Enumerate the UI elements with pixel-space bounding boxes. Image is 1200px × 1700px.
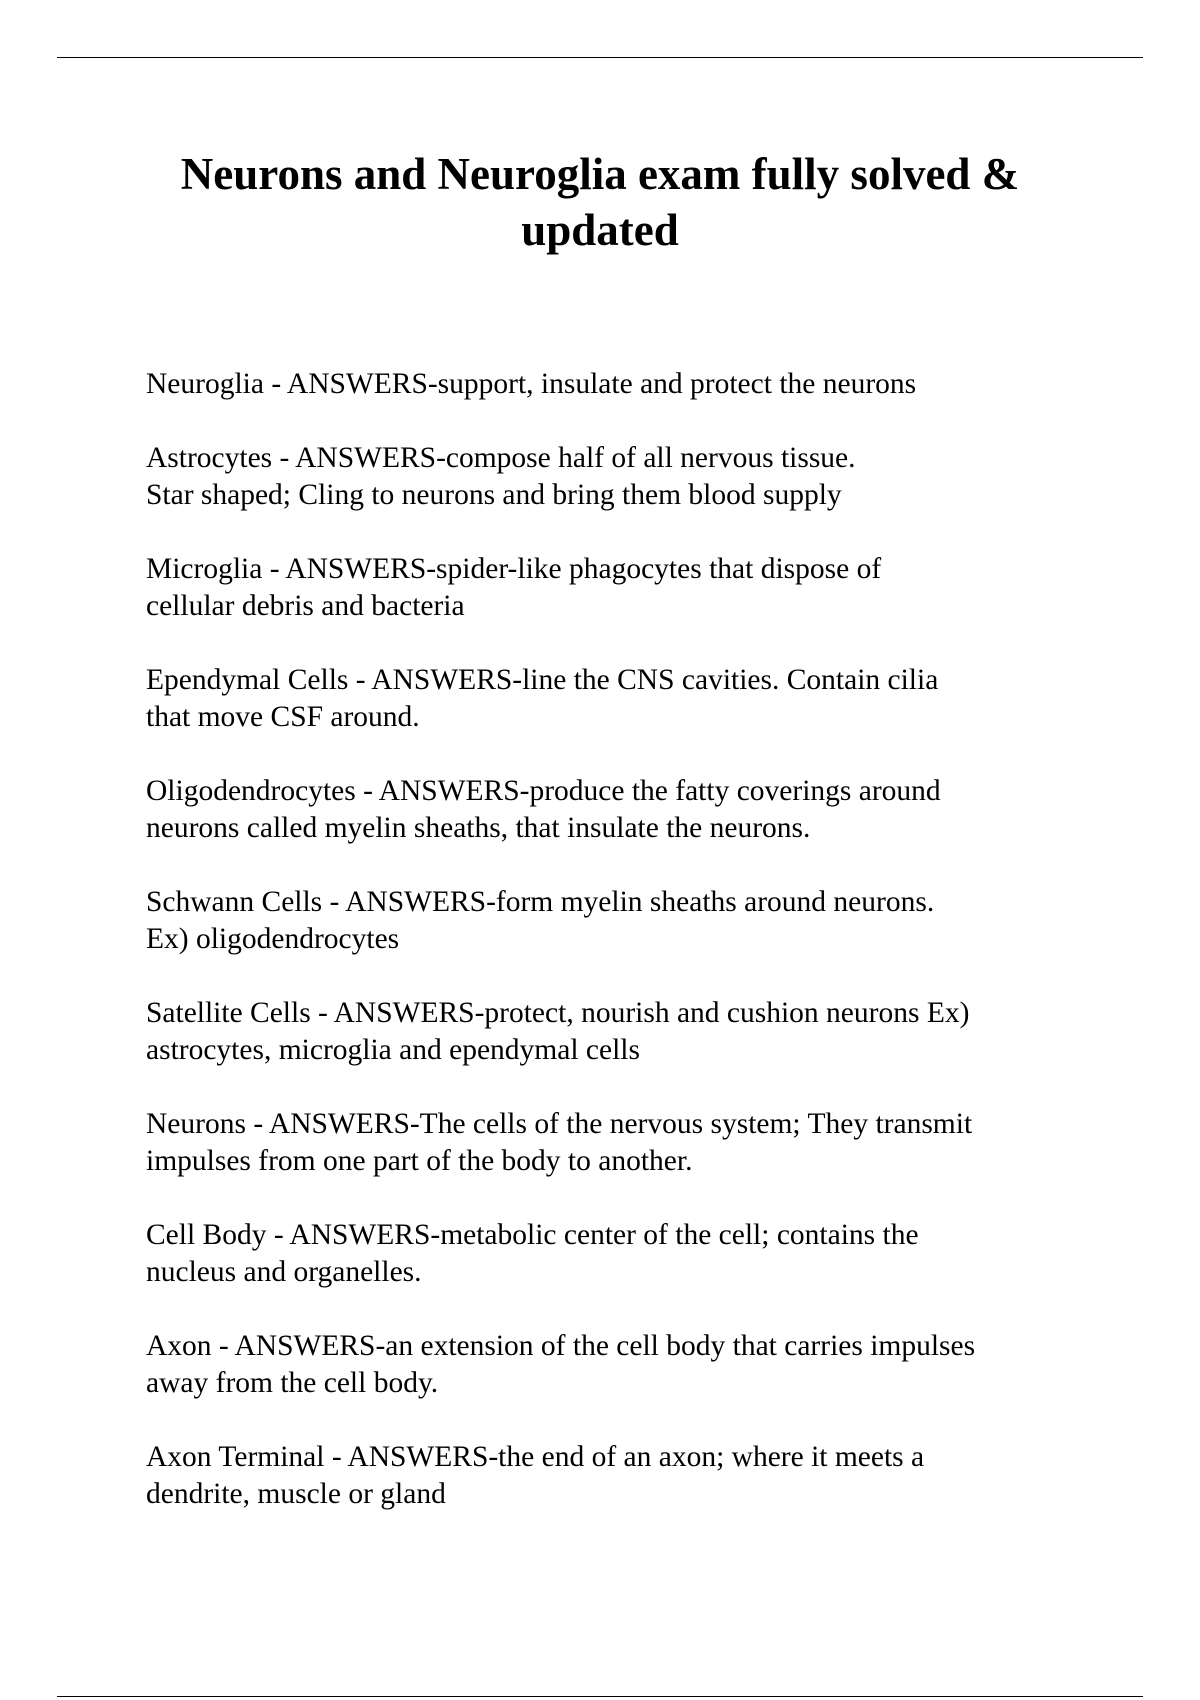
entry-text: Neuroglia - ANSWERS-support, insulate and protect the neurons — [146, 368, 917, 400]
entry-text: Oligodendrocytes - ANSWERS-produce the fatty coverings around — [146, 775, 941, 807]
entry-text: Ex) oligodendrocytes — [146, 923, 400, 955]
answer-entry-satellite-cells — [146, 995, 1066, 1069]
answer-entry-cell-body — [146, 1217, 1066, 1291]
entry-text: Cell Body - ANSWERS-metabolic center of the cell; contains the — [146, 1219, 919, 1251]
entry-text: Ependymal Cells - ANSWERS-line the CNS cavities. Contain cilia — [146, 664, 939, 696]
document-title-line: updated — [521, 205, 679, 255]
entry-text: away from the cell body. — [146, 1367, 439, 1399]
entry-text: Astrocytes - ANSWERS-compose half of all nervous tissue. — [146, 442, 856, 474]
entry-text: Axon - ANSWERS-an extension of the cell body that carries impulses — [146, 1330, 976, 1362]
document-title-line: Neurons and Neuroglia exam fully solved & — [180, 149, 1020, 199]
answer-list — [146, 366, 1066, 1550]
header-divider — [57, 57, 1143, 58]
entry-text: dendrite, muscle or gland — [146, 1478, 446, 1510]
answer-entry-ependymal-cells — [146, 662, 1066, 736]
answer-entry-oligodendrocytes — [146, 773, 1066, 847]
entry-text: astrocytes, microglia and ependymal cells — [146, 1034, 640, 1066]
answer-entry-neuroglia — [146, 366, 1066, 403]
entry-text: neurons called myelin sheaths, that insulate the neurons. — [146, 812, 811, 844]
footer-divider — [57, 1696, 1143, 1697]
entry-text: Schwann Cells - ANSWERS-form myelin sheaths around neurons. — [146, 886, 935, 918]
entry-text: impulses from one part of the body to another. — [146, 1145, 693, 1177]
entry-text: that move CSF around. — [146, 701, 420, 733]
answer-entry-schwann-cells — [146, 884, 1066, 958]
entry-text: cellular debris and bacteria — [146, 590, 465, 622]
answer-entry-microglia — [146, 551, 1066, 625]
entry-text: Satellite Cells - ANSWERS-protect, nourish and cushion neurons Ex) — [146, 997, 970, 1029]
entry-text: nucleus and organelles. — [146, 1256, 422, 1288]
answer-entry-axon-terminal — [146, 1439, 1066, 1513]
entry-text: Axon Terminal - ANSWERS-the end of an axon; where it meets a — [146, 1441, 925, 1473]
entry-text: Star shaped; Cling to neurons and bring them blood supply — [146, 479, 842, 511]
answer-entry-axon — [146, 1328, 1066, 1402]
entry-text: Neurons - ANSWERS-The cells of the nervous system; They transmit — [146, 1108, 973, 1140]
entry-text: Microglia - ANSWERS-spider-like phagocytes that dispose of — [146, 553, 882, 585]
answer-entry-astrocytes — [146, 440, 1066, 514]
document-title — [120, 146, 1080, 258]
answer-entry-neurons — [146, 1106, 1066, 1180]
